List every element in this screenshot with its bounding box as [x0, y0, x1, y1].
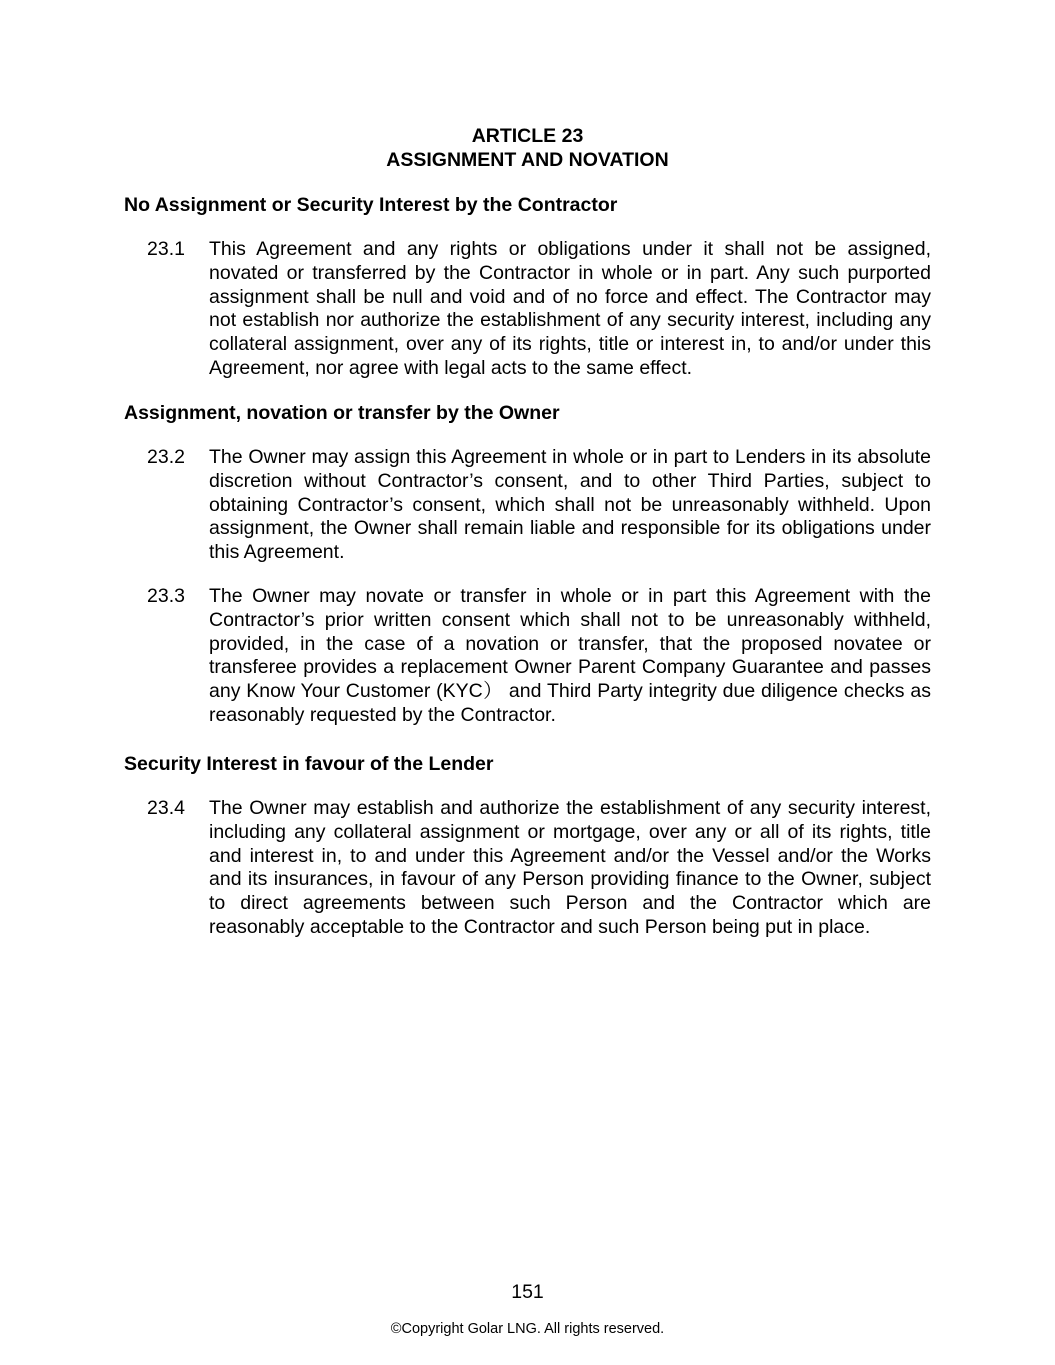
clause-number: 23.1 — [147, 238, 185, 260]
clause-number: 23.2 — [147, 446, 185, 468]
section-heading-no-assignment: No Assignment or Security Interest by the Contractor — [124, 194, 618, 216]
article-number: ARTICLE 23 — [471, 125, 584, 147]
clause-23-2 — [147, 446, 931, 565]
clause-number: 23.4 — [147, 797, 185, 819]
section-heading-lender-security: Security Interest in favour of the Lender — [124, 753, 494, 775]
clause-text: This Agreement and any rights or obligations under it shall not be assigned, novated or transferred by the Contractor in whole or in part. Any such purported assignment shall be null and void and of no force and effect. The Contractor may not establish nor authorize the establishment of any security interest, including any collateral assignment, over any of its rights, title or interest in, to and/or under this Agreement, nor agree with legal acts to the same effect. — [209, 238, 931, 379]
copyright-notice: ©Copyright Golar LNG. All rights reserved. — [390, 1321, 665, 1337]
clause-23-4 — [147, 797, 931, 940]
clause-text: The Owner may novate or transfer in whole or in part this Agreement with the Contractor’s prior written consent which shall not to be unreasonably withheld, provided, in the case of a novation or transfer, that the proposed novatee or transferee provides a replacement Owner Parent Company Guarantee and passes any Know Your Customer (KYC） and Third Party integrity due diligence checks as reasonably requested by the Contractor. — [209, 585, 931, 726]
clause-text: The Owner may establish and authorize the establishment of any security interest, including any collateral assignment or mortgage, over any or all of its rights, title and interest in, to and under this Agreement and/or the Vessel and/or the Works and its insurances, in favour of any Person providing finance to the Owner, subject to direct agreements between such Person and the Contractor which are reasonably acceptable to the Contractor and such Person being put in place. — [209, 797, 931, 938]
clause-text: The Owner may assign this Agreement in whole or in part to Lenders in its absolute discretion without Contractor’s consent, and to other Third Parties, subject to obtaining Contractor’s consent, which shall not be unreasonably withheld. Upon assignment, the Owner shall remain liable and responsible for its obligations under this Agreement. — [209, 446, 931, 564]
clause-number: 23.3 — [147, 585, 185, 607]
clause-23-1 — [147, 238, 931, 381]
section-heading-owner-assignment: Assignment, novation or transfer by the Owner — [124, 402, 560, 424]
page-number: 151 — [511, 1281, 544, 1303]
article-heading — [0, 124, 1055, 172]
article-title: ASSIGNMENT AND NOVATION — [386, 149, 669, 171]
clause-23-3 — [147, 585, 931, 728]
